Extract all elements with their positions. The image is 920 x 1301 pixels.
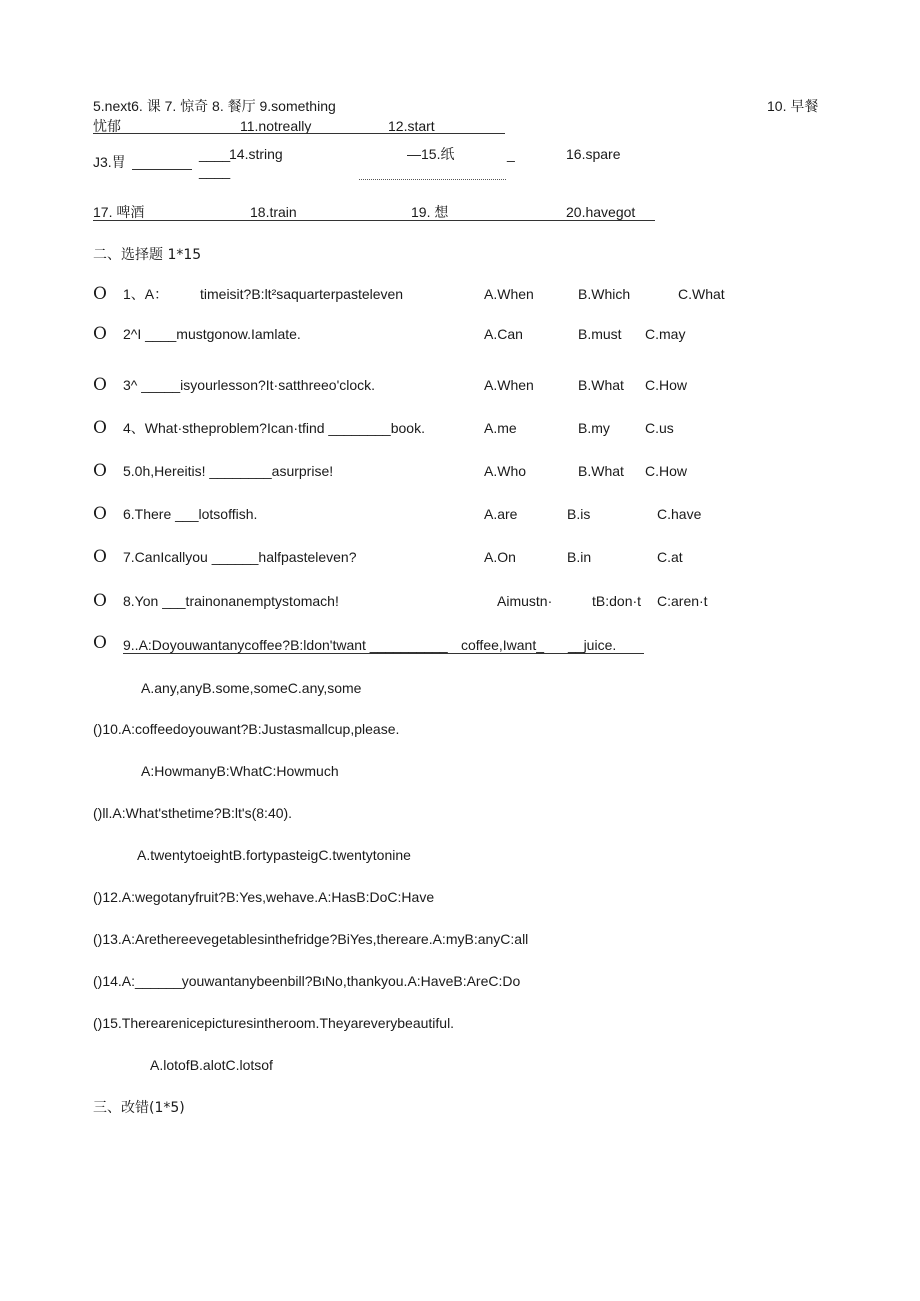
q8-option-a: Aimustn· <box>497 593 553 609</box>
q1-answer-circle[interactable]: O <box>93 284 107 304</box>
q3-option-b: B.What <box>578 377 624 393</box>
q7-answer-circle[interactable]: O <box>93 547 107 567</box>
q12-stem: ()12.A:wegotanyfruit?B:Yes,wehave.A:HasB:DoC:Have <box>93 889 435 905</box>
q2-stem: 2^I ____mustgonow.Iamlate. <box>123 326 301 342</box>
q5-answer-circle[interactable]: O <box>93 461 107 481</box>
q7-option-a: A.On <box>484 549 516 565</box>
q9-stem-2: coffee,Iwant_ <box>461 637 545 653</box>
q1-stem-2: timeisit?B:lt²saquarterpasteleven <box>200 286 404 302</box>
q4-stem: 4、What·stheproblem?Ican·tfind ________book. <box>123 420 425 436</box>
vocab-row1-left: 5.next6. 课 7. 惊奇 8. 餐厅 9.something <box>93 98 336 114</box>
vocab-word-14: 14.string <box>229 146 283 162</box>
q5-stem: 5.0h,Hereitis! ________asurprise! <box>123 463 334 479</box>
section2-title: 二、选择题 1*15 <box>93 247 202 263</box>
q2-option-a: A.Can <box>484 326 523 342</box>
q3-option-a: A.When <box>484 377 534 393</box>
q9-options: A.any,anyB.some,someC.any,some <box>141 680 362 696</box>
q6-answer-circle[interactable]: O <box>93 504 107 524</box>
section3-title: 三、改错(1*5) <box>93 1100 185 1116</box>
vocab-word-15-blank: _ <box>507 146 515 162</box>
q11-stem: ()ll.A:What'sthetime?B:lt's(8:40). <box>93 805 293 821</box>
vocab-blank-14-suffix: ____ <box>199 163 231 179</box>
q6-option-b: B.is <box>567 506 591 522</box>
vocab-word-17: 17. 啤酒 <box>93 204 145 220</box>
vocab-word-16b: 16.spare <box>566 146 621 162</box>
q11-options: A.twentytoeightB.fortypasteigC.twentytonine <box>137 847 411 863</box>
vocab-word-13: J3.胃 <box>93 154 126 170</box>
vocab-word-12: 12.start <box>388 118 435 134</box>
q4-option-b: B.my <box>578 420 610 436</box>
vocab-blank-13 <box>132 169 192 170</box>
vocab-word-16: 忧郁 <box>93 118 121 134</box>
q3-stem: 3^ _____isyourlesson?It·satthreeo'clock. <box>123 377 376 393</box>
q3-option-c: C.How <box>645 377 688 393</box>
q6-option-c: C.have <box>657 506 702 522</box>
q2-option-c: C.may <box>645 326 686 342</box>
vocab-word-19: 19. 想 <box>411 204 449 220</box>
vocab-blank-14-prefix: ____ <box>199 146 231 162</box>
q10-options: A:HowmanyB:WhatC:Howmuch <box>141 763 339 779</box>
vocab-row4-underline <box>93 220 655 221</box>
q8-option-b: tB:don·t <box>592 593 642 609</box>
q4-option-a: A.me <box>484 420 517 436</box>
q6-option-a: A.are <box>484 506 518 522</box>
q5-option-c: C.How <box>645 463 688 479</box>
vocab-word-11: 11.notreally <box>240 118 312 134</box>
q15-options: A.lotofB.alotC.lotsof <box>150 1057 273 1073</box>
q9-stem-3: __juice. <box>568 637 617 653</box>
q5-option-b: B.What <box>578 463 624 479</box>
vocab-word-20: 20.havegot <box>566 204 636 220</box>
q9-underline <box>123 653 644 654</box>
q8-stem: 8.Yon ___trainonanemptystomach! <box>123 593 339 609</box>
q8-answer-circle[interactable]: O <box>93 591 107 611</box>
vocab-word-15: —15.纸 <box>407 146 455 162</box>
q15-stem: ()15.Therearenicepicturesintheroom.Theyareverybeautiful. <box>93 1015 455 1031</box>
q5-option-a: A.Who <box>484 463 527 479</box>
q1-option-c: C.What <box>678 286 725 302</box>
q10-stem: ()10.A:coffeedoyouwant?B:Justasmallcup,please. <box>93 721 400 737</box>
q14-stem: ()14.A:______youwantanybeenbill?BιNo,thankyou.A:HaveB:AreC:Do <box>93 973 521 989</box>
q6-stem: 6.There ___lotsoffish. <box>123 506 258 522</box>
q8-option-c: C:aren·t <box>657 593 708 609</box>
q4-answer-circle[interactable]: O <box>93 418 107 438</box>
vocab-row2-underline <box>93 133 505 134</box>
vocab-word-18: 18.train <box>250 204 297 220</box>
q7-option-c: C.at <box>657 549 683 565</box>
q9-answer-circle[interactable]: O <box>93 633 107 653</box>
vocab-row1-right: 10. 早餐 <box>767 98 819 114</box>
vocab-blank-15 <box>359 179 506 180</box>
q2-option-b: B.must <box>578 326 622 342</box>
q2-answer-circle[interactable]: O <box>93 324 107 344</box>
q1-stem: 1、A： <box>123 286 169 302</box>
q1-option-b: B.Which <box>578 286 631 302</box>
q7-stem: 7.CanIcallyou ______halfpasteleven? <box>123 549 357 565</box>
q1-option-a: A.When <box>484 286 534 302</box>
q13-stem: ()13.A:Arethereevegetablesinthefridge?BiYes,thereare.A:myB:anyC:all <box>93 931 529 947</box>
q4-option-c: C.us <box>645 420 674 436</box>
q7-option-b: B.in <box>567 549 592 565</box>
q3-answer-circle[interactable]: O <box>93 375 107 395</box>
q9-stem: 9..A:Doyouwantanycoffee?B:ldon'twant __________ <box>123 637 448 653</box>
